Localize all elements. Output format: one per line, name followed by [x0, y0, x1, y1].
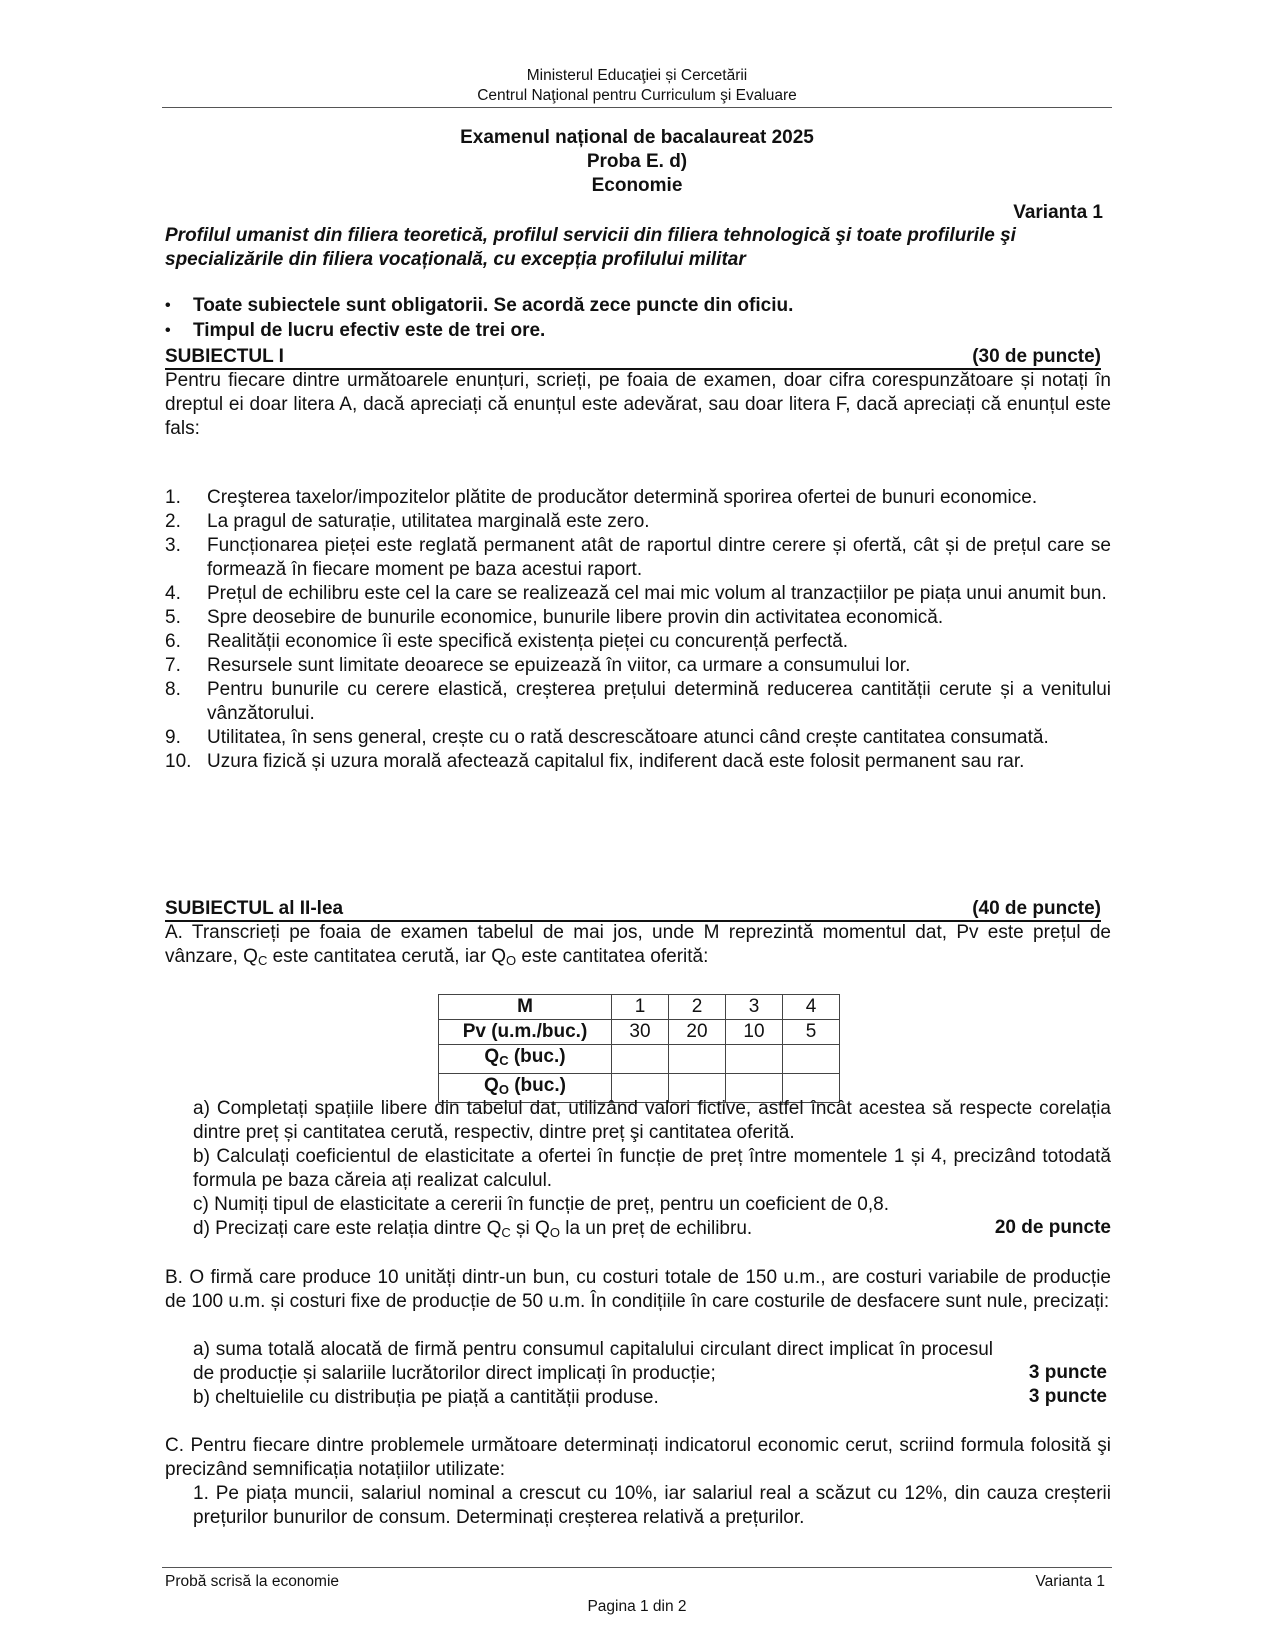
rule-item: • Toate subiectele sunt obligatorii. Se acordă zece puncte din oficiu. — [165, 293, 793, 318]
exam-title — [162, 126, 1112, 198]
table-row — [439, 1020, 840, 1045]
table-row — [439, 1045, 840, 1074]
subject2-b-a-points: 3 puncte — [1028, 1362, 1107, 1383]
subject2-c-intro: C. Pentru fiecare dintre problemele următoare determinați indicatorul economic cerut, scriind formula folosită şi precizând semnificația notațiilor utilizate: — [165, 1435, 1111, 1480]
subject2-b-b-points: 3 puncte — [1028, 1386, 1107, 1407]
header-divider — [162, 107, 1112, 108]
exam-title-line2: Proba E. d) — [586, 151, 688, 172]
exam-title-line3: Economie — [591, 175, 683, 196]
subject1-points: (30 de puncte) — [972, 346, 1101, 367]
subject2-b-task-a: a) suma totală alocată de firmă pentru consumul capitalului circulant direct implicat în procesul de producție și salariile lucrătorilor direct implicați în producție; — [193, 1339, 993, 1384]
subject2-points: (40 de puncte) — [972, 898, 1101, 919]
subject2-a-points: 20 de puncte — [994, 1217, 1111, 1238]
subject2-b-task-b: b) cheltuielile cu distribuția pe piață a cantității produse. — [193, 1387, 659, 1408]
table-cell — [783, 1045, 840, 1074]
subject1-instructions: Pentru fiecare dintre următoarele enunțuri, scrieți, pe foaia de examen, doar cifra corespunzătoare și notați în dreptul ei doar litera A, dacă apreciați că enunțul este adevărat, sau doar litera F, dacă apreciați că enunțul este fals: — [165, 370, 1111, 439]
table-cell: 3 — [726, 995, 783, 1020]
statement-item: 10. Uzura fizică și uzura morală afectează capitalul fix, indiferent dacă este folosit permanent sau rar. — [165, 751, 1025, 772]
statement-item: 8. Pentru bunurile cu cerere elastică, creșterea prețului determină reducerea cantității cerute și a venitului vânzătorului. — [165, 679, 1111, 724]
statement-item: 9. Utilitatea, în sens general, crește cu o rată descrescătoare atunci când crește cantitatea consumată. — [165, 727, 1049, 748]
center-name: Centrul Naţional pentru Curriculum şi Evaluare — [477, 87, 797, 104]
page-header — [162, 66, 1112, 106]
profile-description: Profilul umanist din filiera teoretică, profilul servicii din filiera tehnologică şi toate profilurile şi specializările din filiera vocațională, cu excepția profilului militar — [165, 225, 1016, 270]
subject1-title: SUBIECTUL I — [165, 346, 284, 367]
statement-item: 7. Resursele sunt limitate deoarece se epuizează în viitor, ca urmare a consumului lor. — [165, 655, 911, 676]
task-c: c) Numiți tipul de elasticitate a cererii în funcție de preț, pentru un coeficient de 0,8. — [193, 1194, 889, 1215]
page-number: Pagina 1 din 2 — [587, 1598, 687, 1615]
statement-item: 2. La pragul de saturație, utilitatea marginală este zero. — [165, 511, 650, 532]
footer-left: Probă scrisă la economie — [165, 1573, 340, 1590]
task-a: a) Completați spațiile libere din tabelul dat, utilizând valori fictive, astfel încât acestea să respecte corelația dintre preț și cantitatea cerută, respectiv, dintre preț şi cantitatea oferită. — [193, 1098, 1111, 1143]
table-cell: 20 — [669, 1020, 726, 1045]
table-cell: 4 — [783, 995, 840, 1020]
subject2-a-intro: A. Transcrieți pe foaia de examen tabelul de mai jos, unde M reprezintă momentul dat, Pv este prețul de vânzare, $Q_C$ este cantitatea cerută, iar $Q_O$ este cantitatea oferită: — [165, 922, 1111, 968]
table-row — [439, 995, 840, 1020]
table-cell: 1 — [612, 995, 669, 1020]
table-cell — [669, 1045, 726, 1074]
ministry-name: Ministerul Educaţiei și Cercetării — [526, 67, 748, 84]
subject1-heading — [165, 346, 1101, 370]
variant-label: Varianta 1 — [1013, 202, 1103, 223]
table-cell: 30 — [612, 1020, 669, 1045]
row-header: $Q_O$ (buc.) — [439, 1074, 612, 1103]
price-quantity-table — [438, 994, 840, 1103]
row-header: Pv (u.m./buc.) — [439, 1020, 612, 1045]
subject2-c-item1: 1. Pe piața muncii, salariul nominal a crescut cu 10%, iar salariul real a scăzut cu 12%, din cauza creșterii prețurilor bunurilor de consum. Determinați creșterea relativă a prețurilor. — [193, 1483, 1111, 1528]
general-rules — [165, 293, 793, 343]
table-cell: 5 — [783, 1020, 840, 1045]
statement-item: 3. Funcționarea pieței este reglată permanent atât de raportul dintre cerere și ofertă, cât și de prețul care se formează în fiecare moment pe baza acestui raport. — [165, 535, 1111, 580]
task-d: d) Precizați care este relația dintre $Q_C$ și $Q_O$ la un preț de echilibru. — [193, 1218, 753, 1240]
footer-divider — [162, 1567, 1112, 1568]
subject1-statements — [165, 486, 1111, 774]
statement-item: 5. Spre deosebire de bunurile economice, bunurile libere provin din activitatea economică. — [165, 607, 944, 628]
subject2-a-tasks — [193, 1097, 1111, 1245]
row-header: $Q_C$ (buc.) — [439, 1045, 612, 1074]
task-b: b) Calculați coeficientul de elasticitate a ofertei în funcție de preț între momentele 1 și 4, precizând totodată formula pe baza căreia ați realizat calculul. — [193, 1146, 1111, 1191]
rule-item: • Timpul de lucru efectiv este de trei ore. — [165, 318, 793, 343]
statement-item: 1. Creşterea taxelor/impozitelor plătite de producător determină sporirea ofertei de bunuri economice. — [165, 487, 1038, 508]
table-cell: 2 — [669, 995, 726, 1020]
footer-right: Varianta 1 — [1035, 1573, 1105, 1590]
subject2-b-intro: B. O firmă care produce 10 unități dintr-un bun, cu costuri totale de 150 u.m., are costuri variabile de producție de 100 u.m. și costuri fixe de producție de 50 u.m. În condițiile în care costurile de desfacere sunt nule, precizați: — [165, 1267, 1111, 1312]
statement-item: 4. Prețul de echilibru este cel la care se realizează cel mai mic volum al tranzacțiilor pe piața unui anumit bun. — [165, 583, 1107, 604]
subject2-heading — [165, 898, 1101, 922]
table-cell — [726, 1045, 783, 1074]
table-cell — [612, 1045, 669, 1074]
statement-item: 6. Realității economice îi este specifică existența pieței cu concurență perfectă. — [165, 631, 849, 652]
row-header: M — [439, 995, 612, 1020]
exam-title-line1: Examenul național de bacalaureat 2025 — [460, 127, 814, 148]
subject2-title: SUBIECTUL al II-lea — [165, 898, 344, 919]
table-cell: 10 — [726, 1020, 783, 1045]
